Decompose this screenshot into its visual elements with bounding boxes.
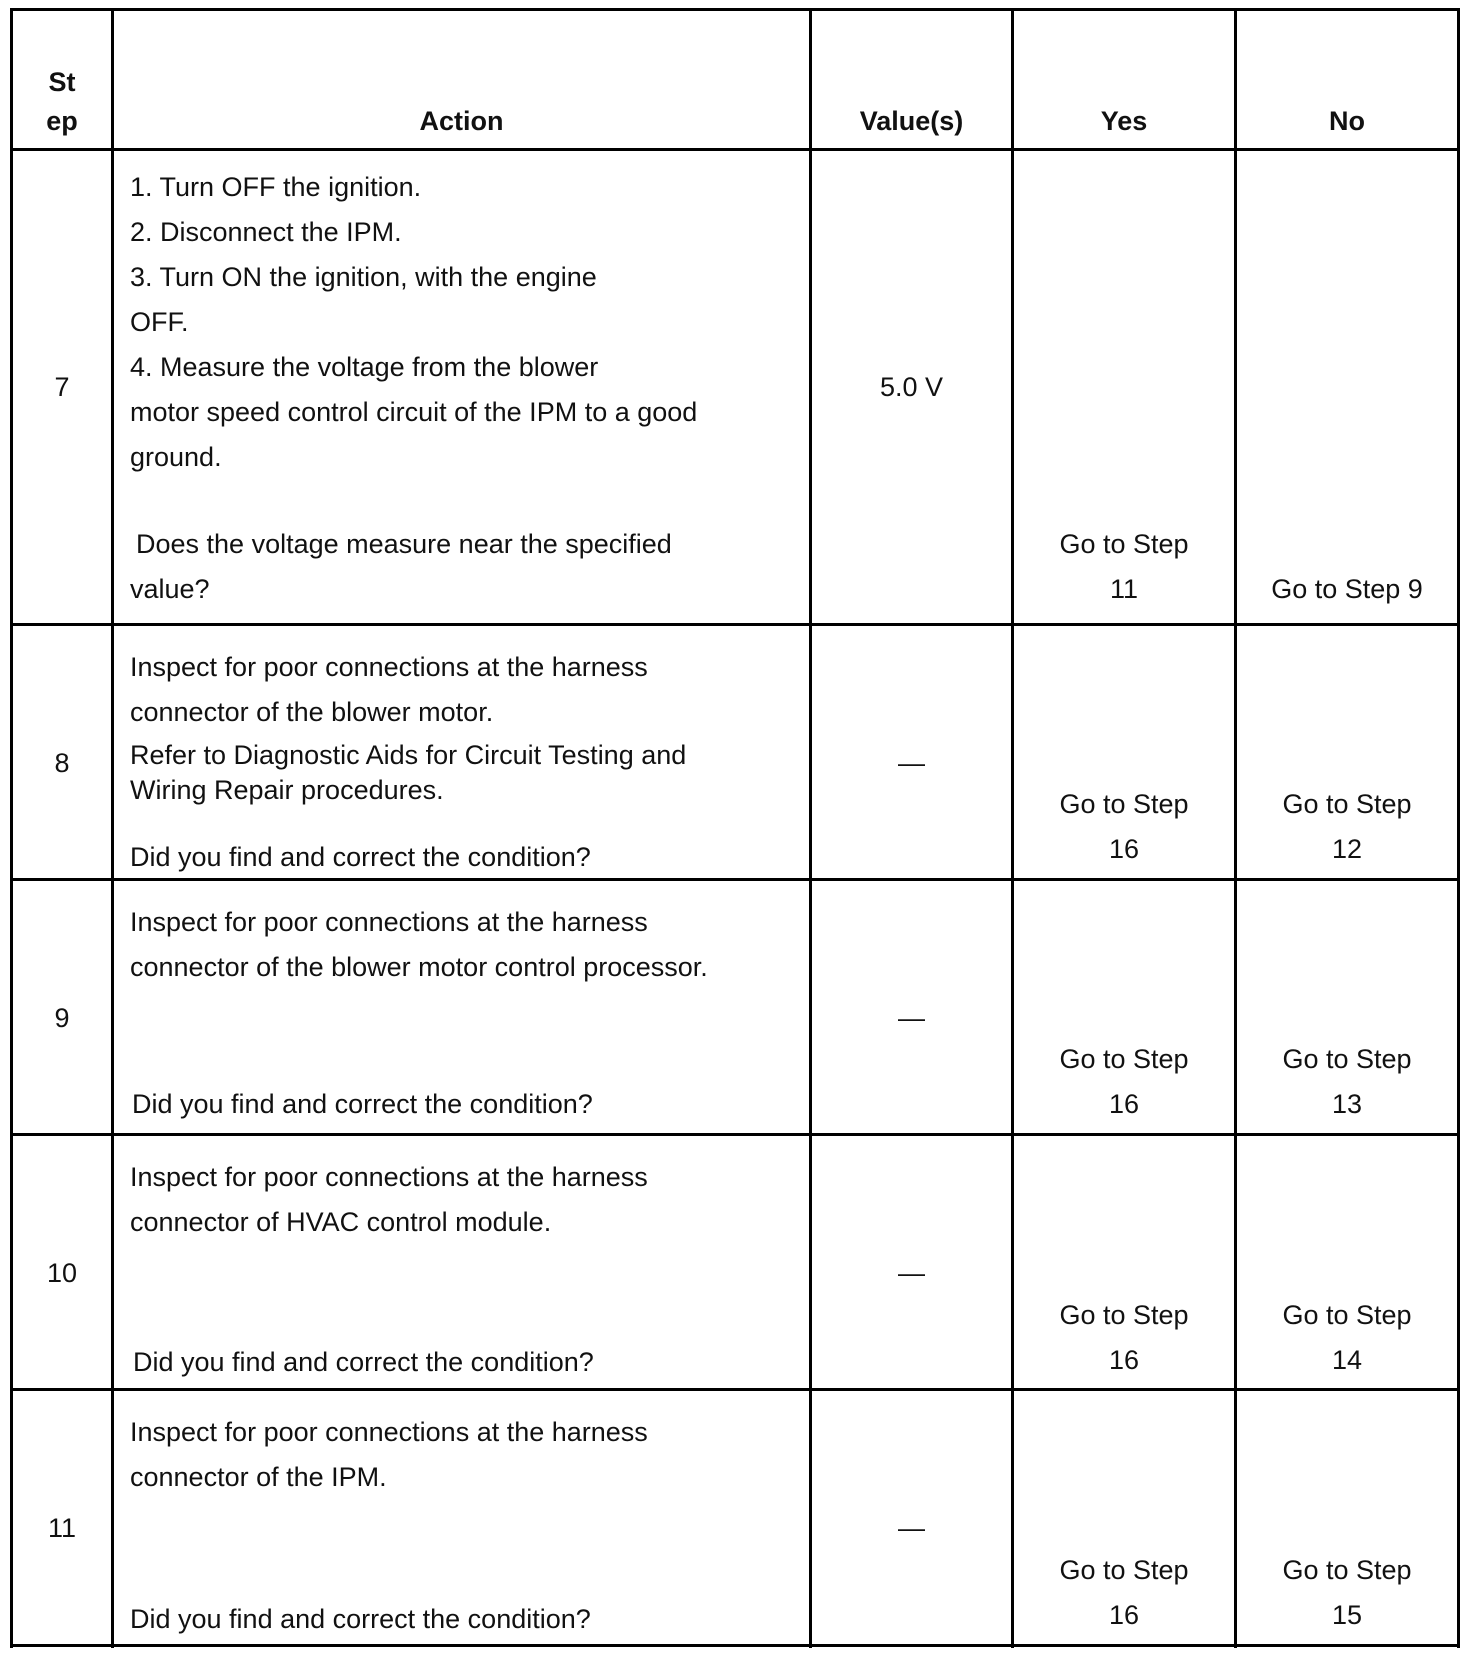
step-number: 9 [54,1003,70,1033]
action-line: Inspect for poor connections at the harness [130,652,648,682]
action-line: ground. [130,442,222,472]
yes-cell-line: Go to Step [1059,1044,1189,1074]
value-cell: 5.0 V [879,372,944,402]
yes-cell-line: 16 [1108,1600,1140,1630]
value-cell: — [898,1003,925,1033]
action-line: connector of the IPM. [130,1462,387,1492]
action-line: connector of the blower motor. [130,697,494,727]
no-cell-line: 15 [1331,1600,1363,1630]
no-cell-line: Go to Step [1282,1555,1412,1585]
action-line: 4. Measure the voltage from the blower [130,352,599,382]
step-number: 11 [47,1513,77,1543]
question-line: Did you find and correct the condition? [130,1604,591,1634]
header-step-part2: ep [46,106,78,136]
action-line: 2. Disconnect the IPM. [130,217,402,247]
header-values: Value(s) [859,106,964,136]
step-number: 8 [54,748,70,778]
no-cell-line: Go to Step [1282,789,1412,819]
row-divider [10,623,1460,626]
header-divider [10,148,1460,151]
yes-cell-line: 16 [1108,1089,1140,1119]
question-line: Did you find and correct the condition? [132,1089,593,1119]
question-line: value? [130,574,210,604]
no-cell-line: 13 [1331,1089,1363,1119]
row-divider [10,1388,1460,1391]
action-line: Wiring Repair procedures. [130,775,444,805]
table-border-bottom [10,1644,1460,1647]
action-line: Inspect for poor connections at the harness [130,907,648,937]
header-action: Action [419,106,504,136]
column-divider [111,8,114,1648]
action-line: connector of the blower motor control processor. [130,952,708,982]
row-divider [10,1133,1460,1136]
question-line: Did you find and correct the condition? [130,842,591,872]
no-cell-line: Go to Step 9 [1271,574,1423,604]
header-step-part1: St [48,67,76,97]
action-line: connector of HVAC control module. [130,1207,552,1237]
yes-cell-line: Go to Step [1059,789,1189,819]
action-line: 1. Turn OFF the ignition. [130,172,422,202]
value-cell: — [898,748,925,778]
no-cell-line: Go to Step [1282,1300,1412,1330]
action-line: Refer to Diagnostic Aids for Circuit Testing and [130,740,687,770]
step-number: 10 [46,1258,78,1288]
action-line: Inspect for poor connections at the harness [130,1417,648,1447]
yes-cell-line: Go to Step [1059,1555,1189,1585]
no-cell-line: Go to Step [1282,1044,1412,1074]
question-line: Did you find and correct the condition? [133,1347,594,1377]
question-line: Does the voltage measure near the specified [136,529,672,559]
table-border-top [10,8,1460,11]
yes-cell-line: 11 [1109,574,1139,604]
step-number: 7 [54,372,70,402]
action-line: Inspect for poor connections at the harness [130,1162,648,1192]
yes-cell-line: 16 [1108,1345,1140,1375]
action-line: motor speed control circuit of the IPM to a good [130,397,698,427]
value-cell: — [898,1513,925,1543]
column-divider [809,8,812,1648]
table-border-left [10,8,13,1648]
header-yes: Yes [1100,106,1148,136]
yes-cell-line: 16 [1108,834,1140,864]
action-line: OFF. [130,307,189,337]
header-no: No [1329,106,1365,136]
table-border-right [1457,8,1460,1648]
diagnostic-table [10,8,1460,1648]
yes-cell-line: Go to Step [1059,529,1189,559]
yes-cell-line: Go to Step [1059,1300,1189,1330]
action-line: 3. Turn ON the ignition, with the engine [130,262,597,292]
no-cell-line: 14 [1331,1345,1363,1375]
value-cell: — [898,1258,925,1288]
no-cell-line: 12 [1331,834,1363,864]
